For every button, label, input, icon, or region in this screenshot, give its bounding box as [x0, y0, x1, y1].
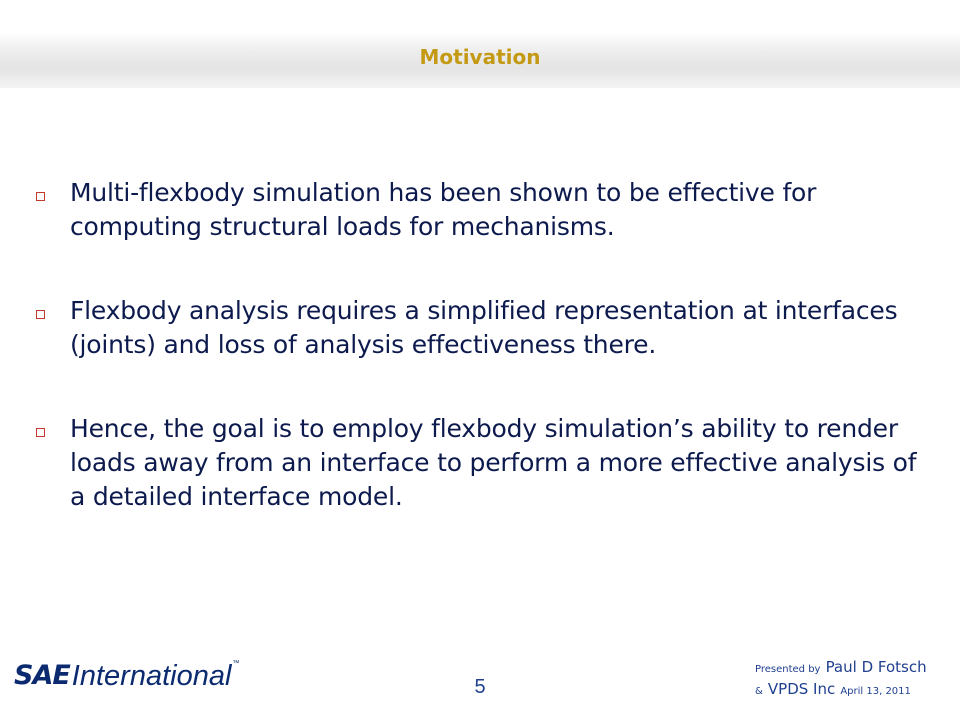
logo-trademark: ™ — [232, 660, 240, 667]
bullet-item — [36, 294, 936, 362]
company-name: VPDS Inc — [767, 680, 836, 698]
presenter-name: Paul D Fotsch — [825, 658, 927, 676]
logo-word: International — [71, 660, 232, 692]
hollow-square-bullet-icon — [36, 310, 45, 319]
bullet-text: Flexbody analysis requires a simplified representation at interfaces (joints) and loss of analysis effectiveness there. — [70, 296, 898, 359]
hollow-square-bullet-icon — [36, 192, 45, 201]
presenter-line-1 — [755, 656, 955, 678]
presented-by-label: Presented by — [755, 664, 821, 675]
presenter-info — [755, 656, 955, 700]
presentation-date: April 13, 2011 — [840, 686, 911, 697]
bullet-list — [36, 176, 936, 564]
page-number: 5 — [474, 676, 486, 698]
bullet-item — [36, 176, 936, 244]
logo-mark: SAE — [14, 660, 70, 691]
hollow-square-bullet-icon — [36, 428, 45, 437]
presenter-line-2 — [755, 678, 955, 700]
bullet-item — [36, 412, 936, 514]
bullet-text: Multi-flexbody simulation has been shown to be effective for computing structural loads for mechanisms. — [70, 178, 817, 241]
sae-international-logo — [14, 658, 239, 694]
ampersand: & — [755, 686, 763, 697]
bullet-text: Hence, the goal is to employ flexbody simulation’s ability to render loads away from an interface to perform a more effective analysis of a detailed interface model. — [70, 414, 917, 511]
slide-title: Motivation — [419, 45, 541, 69]
